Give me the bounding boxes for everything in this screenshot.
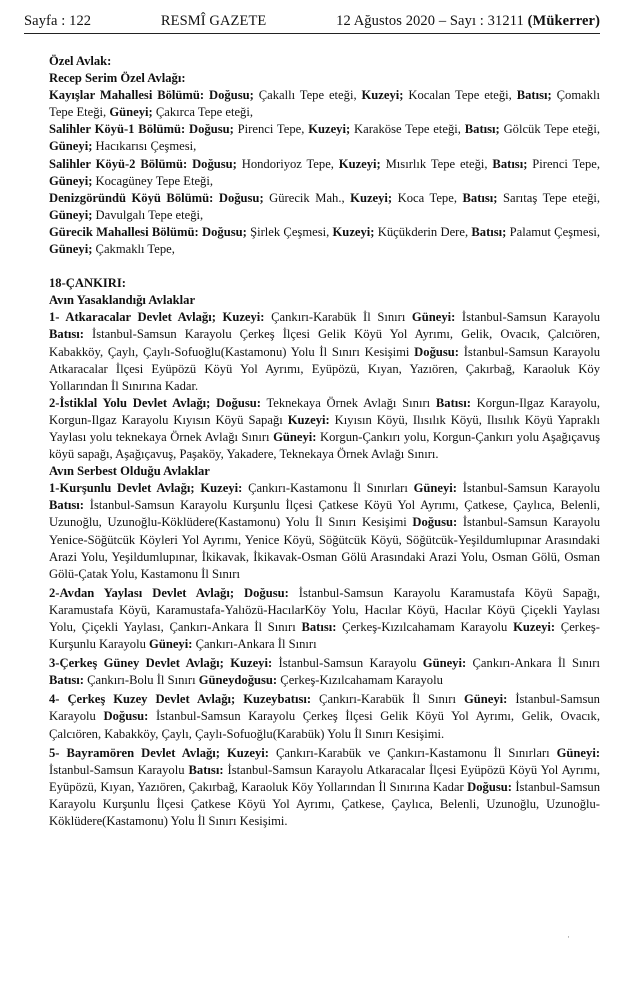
issue-info: 12 Ağustos 2020 – Sayı : 31211 (Mükerrer) [336, 13, 600, 29]
supplement-label: (Mükerrer) [527, 13, 600, 29]
subsection-title-yasak: Avın Yasaklandığı Avlaklar [49, 293, 196, 308]
subsection-title-serbest: Avın Serbest Olduğu Avlaklar [49, 464, 210, 479]
gazette-title: RESMÎ GAZETE [160, 13, 267, 29]
paragraph-avdan-yaylasi: 2-Avdan Yaylası Devlet Avlağı; Doğusu: İstanbul-Samsun Karayolu Karamustafa Köyü Sapağı, Karamustafa Köyü, Karamustafa-Yalıözü-HacılarKöy Yolu, Hacılar Köyü, Hacılar Köyü Çiçekli Yaylası Yolu, Çiçekli Yaylası, Çankırı-Ankara İl Sınırı Batısı: Çerkeş-Kızılcahamam Karayolu Kuzeyi: Çerkeş-Kurşunlu Karayolu Güneyi: Çankırı-Ankara İl Sınırı [49, 585, 600, 652]
paragraph-atkaracalar: 1- Atkaracalar Devlet Avlağı; Kuzeyi: Çankırı-Karabük İl Sınırı Güneyi: İstanbul-Samsun Karayolu Batısı: İstanbul-Samsun Karayolu Çerkeş İlçesi Gelik Köyü Yol Ayrımı, Gelik, Ovacık, Çalcıören, Kabakköy, Çaylı, Çaylı-Sofuoğlu(Kastamonu) Yolu İl Sınırı Kesişimi Doğusu: İstanbul-Samsun Karayolu Atkaracalar İlçesi Eyüpözü Köyü Yol Ayrımı, Eyüpözü, Kıyan, Yazıören, Çakırbağ, Karaoluk Köy Yollarından İl Sınırına Kadar. [49, 310, 601, 393]
paragraph-salihler-2: Salihler Köyü-2 Bölümü: Doğusu; Hondoriyoz Tepe, Kuzeyi; Mısırlık Tepe eteği, Batısı; Pirenci Tepe, Güneyi; Kocagüney Tepe Eteği, [49, 156, 600, 188]
paragraph-cerkes-kuzey: 4- Çerkeş Kuzey Devlet Avlağı; Kuzeybatısı: Çankırı-Karabük İl Sınırı Güneyi: İstanbul-Samsun Karayolu Doğusu: İstanbul-Samsun Karayolu Çerkeş İlçesi Gelik Köyü Yol Ayrımı, Gelik, Ovacık, Çalcıören, Kabakköy, Çaylı, Çaylı-Sofuoğlu(Karabük) Yolu İl Sınırı Kesişimi. [49, 692, 600, 741]
paragraph-cerkes-guney: 3-Çerkeş Güney Devlet Avlağı; Kuzeyi: İstanbul-Samsun Karayolu Güneyi: Çankırı-Ankara İl Sınırı Batısı: Çankırı-Bolu İl Sınırı Güneydoğusu: Çerkeş-Kızılcahamam Karayolu [49, 656, 600, 688]
paragraph-salihler-1: Salihler Köyü-1 Bölümü: Doğusu; Pirenci Tepe, Kuzeyi; Karaköse Tepe eteği, Batısı; Gölcük Tepe eteği, Güneyi; Hacıkarısı Çeşmesi, [49, 122, 600, 154]
scan-mark: · [567, 932, 570, 942]
paragraph-istiklal-yolu: 2-İstiklal Yolu Devlet Avlağı; Doğusu: Teknekaya Örnek Avlağı Sınırı Batısı: Korgun-Ilgaz Karayolu, Korgun-Ilgaz Karayolu Kıyısın Köyü Sapağı Kuzeyi: Kıyısın Köyü, Ilısılık Köyü, Ilısılık Köyü Yapraklı Yaylası yolu teknekaya Örnek Avlağı Sınırı Güneyi: Korgun-Çankırı yolu, Korgun-Çankırı yolu Aşağıçavuş köyü sapağı, Aşağıçavuş, Paşaköy, Yakadere, Teknekaya Örnek Avlağı Sınırı. [49, 395, 601, 462]
section-title-ozel: Özel Avlak: [49, 54, 112, 68]
paragraph-kursunlu: 1-Kurşunlu Devlet Avlağı; Kuzeyi: Çankırı-Kastamonu İl Sınırları Güneyi: İstanbul-Samsun Karayolu Batısı: İstanbul-Samsun Karayolu Kurşunlu İlçesi Çatkese Köyü Yol Ayrımı, Çatkese, Çaylıca, Belenli, Uzunoğlu, Uzunoğlu-Köklüdere(Kastamonu) Yolu İl Sınırı Kesişimi Doğusu: İstanbul-Samsun Karayolu Yenice-Söğütcük Köyleri Yol Ayrımı, Yenice Köyü, Söğütcük Köyü, Söğütcük-Yeşildumlupınar Arasındaki Arazi Yolu, Yeşildumlupınar, İkikavak, İkikavak-Osman Gölü Arasındaki Arazi Yolu, Osman Gölü, Osman Gölü-Çatak Yolu, Kastamonu İl Sınırı [49, 481, 600, 581]
paragraph-kayislar: Kayışlar Mahallesi Bölümü: Doğusu; Çakallı Tepe eteği, Kuzeyi; Kocalan Tepe eteği, Batısı; Çomaklı Tepe Eteği, Güneyi; Çakırca Tepe eteği, [49, 88, 600, 120]
page-header [24, 0, 600, 34]
paragraph-denizgorundu: Denizgöründü Köyü Bölümü: Doğusu; Gürecik Mah., Kuzeyi; Koca Tepe, Batısı; Sarıtaş Tepe eteği, Güneyi; Davulgalı Tepe eteği, [49, 190, 601, 222]
document-body [24, 34, 600, 830]
page-number: Sayfa : 122 [24, 13, 92, 29]
subsection-title-recep: Recep Serim Özel Avlağı: [49, 71, 186, 86]
paragraph-gurecik: Gürecik Mahallesi Bölümü: Doğusu; Şirlek Çeşmesi, Kuzeyi; Küçükderin Dere, Batısı; Palamut Çeşmesi, Güneyi; Çakmaklı Tepe, [49, 224, 600, 257]
paragraph-bayramoren: 5- Bayramören Devlet Avlağı; Kuzeyi: Çankırı-Karabük ve Çankırı-Kastamonu İl Sınırları Güneyi: İstanbul-Samsun Karayolu Batısı: İstanbul-Samsun Karayolu Atkaracalar İlçesi Eyüpözü Köyü Yol Ayrımı, Eyüpözü, Kıyan, Yazıören, Çakırbağ, Karaoluk Köy Yollarından İl Sınırına Kadar Doğusu: İstanbul-Samsun Karayolu Kurşunlu İlçesi Çatkese Köyü Yol Ayrımı, Çatkese, Çaylıca, Belenli, Uzunoğlu, Uzunoğlu-Köklüdere(Kastamonu) Yolu İl Sınırı Kesişimi. [49, 745, 601, 829]
section-title-cankiri: 18-ÇANKIRI: [49, 276, 126, 291]
